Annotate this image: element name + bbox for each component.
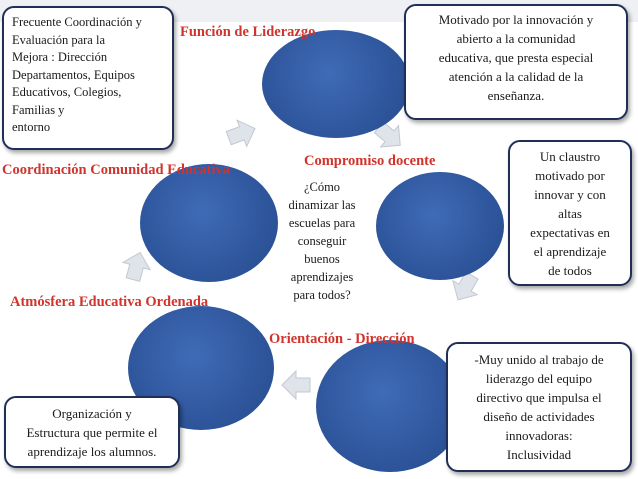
box-bottom-left bbox=[4, 396, 180, 468]
center-question-text: ¿Cómo dinamizar las escuelas para conseguir buenos aprendizajes para todos? bbox=[288, 180, 356, 302]
label-compromiso-docente: Compromiso docente bbox=[304, 153, 436, 169]
label-atmosfera-educativa: Atmósfera Educativa Ordenada bbox=[10, 294, 209, 310]
arrow-bottom-to-left bbox=[282, 371, 310, 399]
box-top-left-text: Frecuente Coordinación y Evaluación para la Mejora : Dirección Departamentos, Equipos Educativos, Colegios, Familias y entorno bbox=[12, 15, 142, 134]
box-bottom-left-text: Organización y Estructura que permite el aprendizaje los alumnos. bbox=[26, 406, 158, 459]
label-orientacion-direccion: Orientación - Dirección bbox=[269, 331, 415, 347]
circle-orientacion-direccion bbox=[316, 340, 464, 472]
label-coordinacion-comunidad: Coordinación Comunidad Educativa bbox=[2, 162, 231, 178]
arrow-upper-left-to-top bbox=[224, 115, 260, 151]
box-top-right bbox=[404, 4, 628, 120]
box-right bbox=[508, 140, 632, 286]
box-top-right-text: Motivado por la innovación y abierto a la comunidad educativa, que presta especial atención a la calidad de la enseñanza. bbox=[438, 12, 594, 103]
label-funcion-liderazgo: Función de Liderazgo bbox=[180, 24, 316, 40]
center-question bbox=[274, 178, 370, 304]
circle-funcion-liderazgo bbox=[262, 30, 410, 138]
box-bottom-right bbox=[446, 342, 632, 472]
circle-compromiso-docente bbox=[376, 172, 504, 280]
box-bottom-right-text: -Muy unido al trabajo de liderazgo del equipo directivo que impulsa el diseño de actividades innovadoras: Inclusividad bbox=[474, 352, 604, 462]
box-right-text: Un claustro motivado por innovar y con altas expectativas en el aprendizaje de todos bbox=[530, 149, 610, 278]
arrow-left-to-upper-left bbox=[119, 249, 153, 283]
box-top-left bbox=[2, 6, 174, 150]
circle-coordinacion-comunidad bbox=[140, 164, 278, 282]
